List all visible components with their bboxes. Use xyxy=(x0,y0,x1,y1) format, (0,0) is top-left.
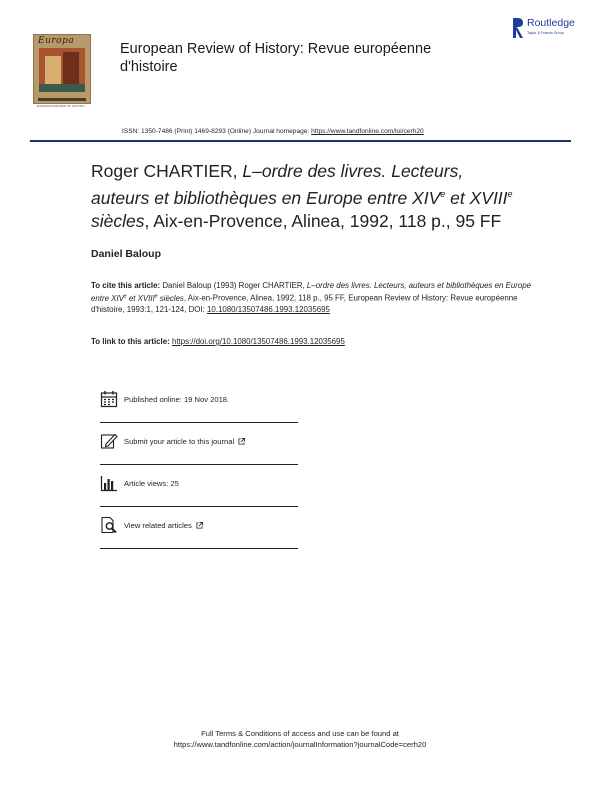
article-views-text: Article views: 25 xyxy=(124,479,179,488)
cover-illustration xyxy=(39,48,85,92)
edit-icon xyxy=(100,432,118,450)
submit-article-row[interactable] xyxy=(100,422,298,465)
related-articles-link[interactable] xyxy=(124,521,203,530)
citation-superscript: e xyxy=(123,293,127,300)
issn-line xyxy=(122,128,424,135)
article-title xyxy=(91,160,561,233)
header-divider xyxy=(30,140,571,142)
related-articles-row[interactable] xyxy=(100,506,298,549)
doi-link[interactable]: 10.1080/13507486.1993.12035695 xyxy=(207,305,330,315)
citation-label: To cite this article: xyxy=(91,281,161,290)
title-part-italic: siècles xyxy=(91,210,145,231)
submit-article-link[interactable] xyxy=(124,437,245,446)
publisher-name: Routledge xyxy=(527,17,575,29)
submit-article-text[interactable]: Submit your article to this journal xyxy=(124,437,235,446)
link-to-article xyxy=(91,337,345,346)
citation-block xyxy=(91,280,541,316)
citation-text: , Aix-en-Provence, Alinea, 1992, 118 p., 95 FF, European Review of History: Revue européenne d'histoire, 1993:1, 121-124, DOI: xyxy=(91,293,518,315)
article-doi-url[interactable]: https://doi.org/10.1080/13507486.1993.12035695 xyxy=(171,337,345,346)
cover-wordmark: Europa xyxy=(38,36,75,46)
publisher-tagline: Taylor & Francis Group xyxy=(527,31,564,35)
published-online-text: Published online: 19 Nov 2018. xyxy=(124,395,230,404)
title-superscript: e xyxy=(507,189,513,199)
journal-cover-image xyxy=(33,34,91,104)
related-articles-text[interactable]: View related articles xyxy=(124,521,192,530)
journal-homepage-link[interactable]: https://www.tandfonline.com/loi/cerh20 xyxy=(311,128,424,135)
title-part-italic: L–ordre des livres. Lecteurs, xyxy=(242,161,464,181)
issn-text: ISSN: 1350-7486 (Print) 1469-8293 (Online) Journal homepage: xyxy=(122,128,312,135)
published-online-row xyxy=(100,380,298,423)
external-link-icon xyxy=(196,522,203,529)
citation-italic: L–ordre des livres. Lecteurs, auteurs et bibliothèques en Europe entre XIV xyxy=(91,281,532,303)
title-part: , Aix-en-Provence, Alinea, 1992, 118 p., 95 FF xyxy=(144,210,502,231)
bar-chart-icon xyxy=(100,474,118,492)
cover-caption: EUROPEAN REVIEW OF HISTORY xyxy=(36,104,86,108)
citation-superscript: e xyxy=(154,293,158,300)
journal-title: European Review of History: Revue européenne d'histoire xyxy=(120,41,432,75)
title-part-italic: auteurs et bibliothèques en Europe entre XIV xyxy=(91,187,441,208)
title-part: Roger CHARTIER, xyxy=(91,161,243,181)
citation-italic: siècles xyxy=(157,293,184,303)
citation-text: Daniel Baloup (1993) Roger CHARTIER, xyxy=(160,281,307,290)
title-part-italic: et XVIII xyxy=(445,187,508,208)
magnifier-icon xyxy=(100,516,118,534)
article-views-row xyxy=(100,464,298,507)
footer xyxy=(0,728,600,750)
routledge-r-icon xyxy=(512,17,524,39)
author-name: Daniel Baloup xyxy=(91,248,162,260)
external-link-icon xyxy=(238,438,245,445)
title-superscript: e xyxy=(440,189,446,199)
publisher-logo xyxy=(512,17,592,41)
link-label: To link to this article: xyxy=(91,337,172,346)
footer-terms-link[interactable]: https://www.tandfonline.com/action/journalInformation?journalCode=cerh20 xyxy=(173,740,427,749)
footer-terms-text: Full Terms & Conditions of access and use can be found at xyxy=(201,729,399,738)
citation-italic: et XVIII xyxy=(126,293,155,303)
calendar-icon xyxy=(100,390,118,408)
